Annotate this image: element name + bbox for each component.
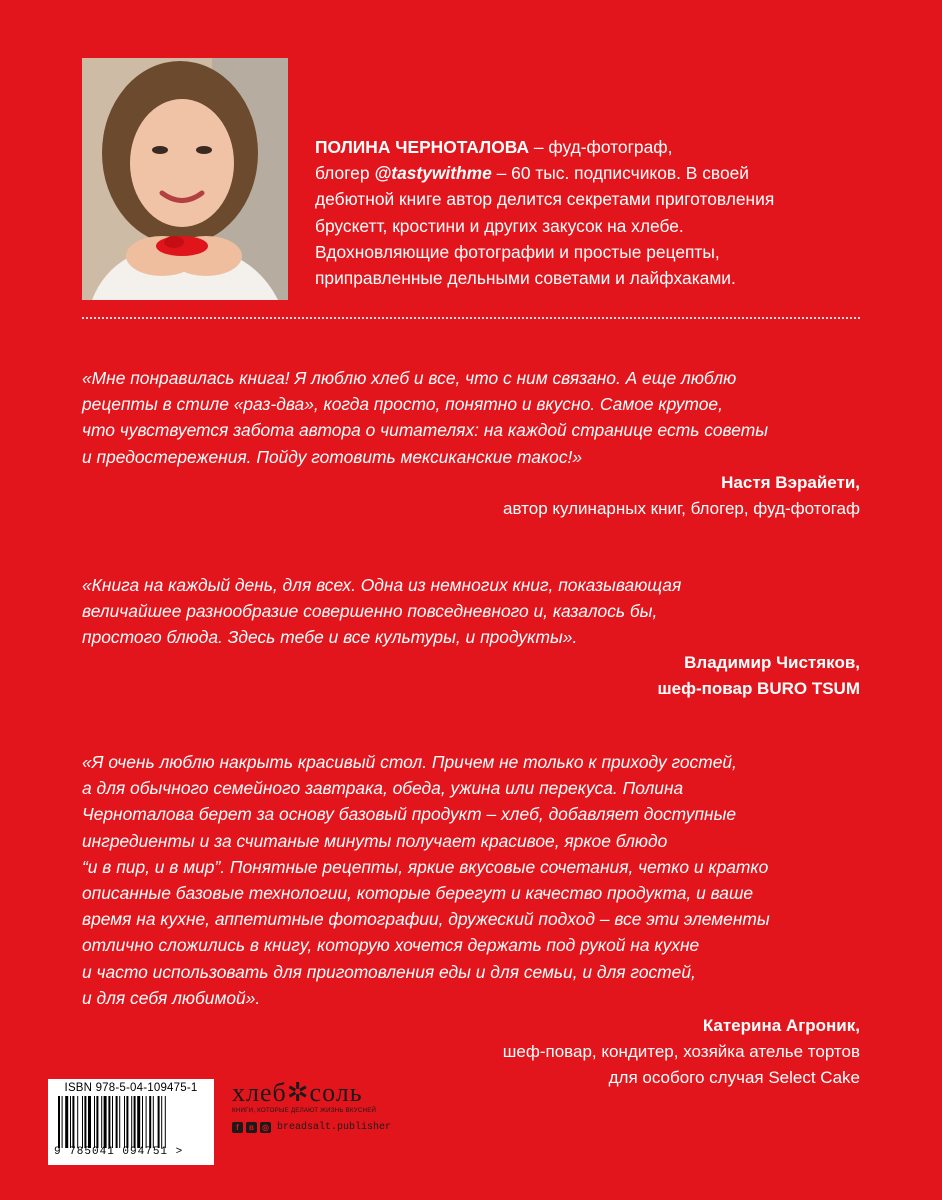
bio-line-6: приправленные дельными советами и лайфхаками.: [315, 268, 736, 289]
barcode-icon: [56, 1096, 206, 1148]
isbn-text: ISBN 978-5-04-109475-1: [64, 1082, 198, 1094]
quote-line: и для себя любимой».: [82, 987, 261, 1008]
bio-line-2-post: – 60 тыс. подписчиков. В своей: [491, 163, 750, 184]
vk-icon: в: [246, 1122, 257, 1133]
publisher-block: [232, 1080, 392, 1133]
review-attribution-1: [503, 470, 860, 522]
quote-line: что чувствуется забота автора о читателях: на каждой странице есть советы: [82, 420, 769, 441]
bio-line-5: Вдохновляющие фотографии и простые рецепты,: [315, 241, 720, 262]
publisher-handle: breadsalt.publisher: [277, 1122, 392, 1133]
quote-line: и предостережения. Пойду готовить мексиканские такос!»: [82, 446, 583, 467]
quote-line: величайшее разнообразие совершенно повседневного и, казалось бы,: [82, 601, 658, 622]
author-portrait-illustration: [82, 58, 288, 300]
isbn-barcode: [48, 1079, 214, 1165]
dotted-divider: [82, 317, 860, 319]
reviewer-name: Катерина Агроник,: [702, 1016, 860, 1035]
quote-line: и часто использовать для приготовления еды и для семьи, и для гостей,: [82, 961, 696, 982]
reviewer-role: шеф-повар, кондитер, хозяйка ателье тортов: [502, 1042, 860, 1061]
quote-line: ингредиенты и за считаные минуты получает красивое, яркое блюдо: [82, 830, 668, 851]
quote-line: время на кухне, аппетитные фотографии, дружеский подход – все эти элементы: [82, 909, 770, 930]
review-quote-1: [82, 365, 872, 470]
quote-line: отлично сложились в книгу, которую хочется держать под рукой на кухне: [82, 935, 700, 956]
quote-line: простого блюда. Здесь тебе и все культуры, и продукты».: [82, 627, 578, 648]
review-quote-3: [82, 749, 872, 1011]
reviewer-role: автор кулинарных книг, блогер, фуд-фотогаф: [503, 499, 860, 518]
bio-line-3: дебютной книге автор делится секретами приготовления: [315, 189, 775, 210]
reviewer-name: Владимир Чистяков,: [684, 653, 860, 672]
author-bio: [315, 134, 875, 291]
bio-line-4: брускетт, кростини и других закусок на хлебе.: [315, 215, 684, 236]
bio-line-2-pre: блогер: [315, 163, 375, 184]
review-attribution-3: [503, 1013, 860, 1091]
quote-line: “и в пир, и в мир”. Понятные рецепты, яркие вкусовые сочетания, четко и кратко: [82, 856, 769, 877]
quote-line: Черноталова берет за основу базовый продукт – хлеб, добавляет доступные: [82, 804, 737, 825]
publisher-social: [232, 1122, 392, 1133]
barcode-digits: 9 785041 094751 >: [54, 1146, 184, 1158]
author-handle: @tastywithme: [374, 163, 492, 184]
facebook-icon: f: [232, 1122, 243, 1133]
bio-line-1: – фуд-фотограф,: [529, 137, 673, 157]
quote-line: рецепты в стиле «раз-два», когда просто, понятно и вкусно. Самое крутое,: [82, 394, 723, 415]
quote-line: а для обычного семейного завтрака, обеда, ужина или перекуса. Полина: [82, 778, 684, 799]
quote-line: описанные базовые технологии, которые берегут и качество продукта, и ваше: [82, 883, 754, 904]
publisher-tagline: КНИГИ, КОТОРЫЕ ДЕЛАЮТ ЖИЗНЬ ВКУСНЕЙ: [232, 1107, 377, 1114]
review-attribution-2: [657, 650, 860, 702]
author-name: ПОЛИНА ЧЕРНОТАЛОВА: [315, 137, 530, 157]
quote-line: «Книга на каждый день, для всех. Одна из немногих книг, показывающая: [82, 575, 682, 595]
author-photo: [82, 58, 288, 300]
instagram-icon: ◎: [260, 1122, 271, 1133]
review-quote-2: [82, 572, 872, 651]
quote-line: «Мне понравилась книга! Я люблю хлеб и все, что с ним связано. А еще люблю: [82, 368, 737, 388]
quote-line: «Я очень люблю накрыть красивый стол. Причем не только к приходу гостей,: [82, 752, 737, 772]
publisher-logo: хлеб✲соль: [232, 1078, 363, 1107]
reviewer-role: шеф-повар BURO TSUM: [657, 679, 860, 698]
reviewer-role: для особого случая Select Cake: [608, 1068, 860, 1087]
reviewer-name: Настя Вэрайети,: [721, 473, 860, 492]
